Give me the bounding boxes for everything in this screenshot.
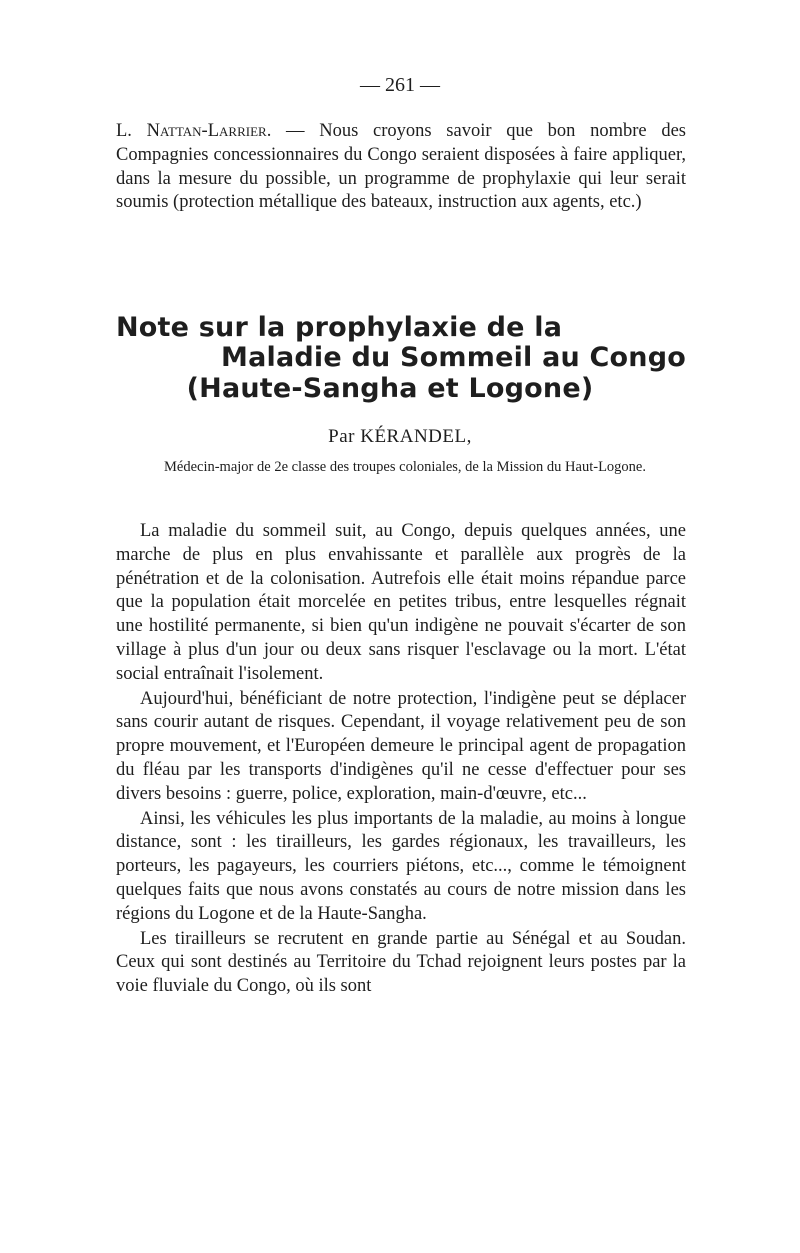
article-title-line-3: (Haute-Sangha et Logone) xyxy=(186,373,594,404)
author-affiliation: Médecin-major de 2e classe des troupes coloniales, de la Mission du Haut-Logone. xyxy=(164,459,646,475)
page-number: — 261 — xyxy=(360,74,440,96)
body-paragraph: La maladie du sommeil suit, au Congo, depuis quelques années, une marche de plus en plus envahissante et parallèle aux progrès de la pénétration et de la colonisation. Autrefois elle était moins répandue parce que la population était morcelée en petites tribus, entre lesquelles régnait une hostilité permanente, si bien qu'un indigène ne pouvait s'écarter de son village à plus d'un jour ou deux sans risquer l'esclavage ou la mort. L'état social entraînait l'isolement. xyxy=(116,521,686,684)
article-title-line-2: Maladie du Sommeil au Congo xyxy=(221,342,686,373)
body-paragraph: Aujourd'hui, bénéficiant de notre protection, l'indigène peut se déplacer sans courir autant de risques. Cependant, il voyage relativement peu de son propre mouvement, et l'Européen demeure le principal agent de propagation du fléau par les transports d'indigènes qu'il ne cesse d'effectuer pour ses divers besoins : guerre, police, exploration, main-d'œuvre, etc... xyxy=(116,688,686,804)
remark-text: — Nous croyons savoir que bon nombre des Compagnies concessionnaires du Congo seraient disposées à faire appliquer, dans la mesure du possible, un programme de prophylaxie qui leur serait soumis (protection métallique des bateaux, instruction aux agents, etc.) xyxy=(116,121,686,213)
body-paragraph: Ainsi, les véhicules les plus importants de la maladie, au moins à longue distance, sont : les tirailleurs, les gardes régionaux, les travailleurs, les porteurs, les pagayeurs, les courriers piétons, etc..., comme le témoignent quelques faits que nous avons constatés au cours de notre mission dans les régions du Logone et de la Haute-Sangha. xyxy=(116,808,686,924)
author-byline: Par KÉRANDEL, xyxy=(328,426,472,447)
discussion-remark xyxy=(116,120,686,215)
speaker-name: L. Nattan-Larrier. xyxy=(116,121,272,141)
article-body xyxy=(116,520,686,999)
article-title-line-1: Note sur la prophylaxie de la xyxy=(116,312,563,343)
body-paragraph: Les tirailleurs se recrutent en grande partie au Sénégal et au Soudan. Ceux qui sont destinés au Territoire du Tchad rejoignent leurs postes par la voie fluviale du Congo, où ils sont xyxy=(116,928,686,997)
